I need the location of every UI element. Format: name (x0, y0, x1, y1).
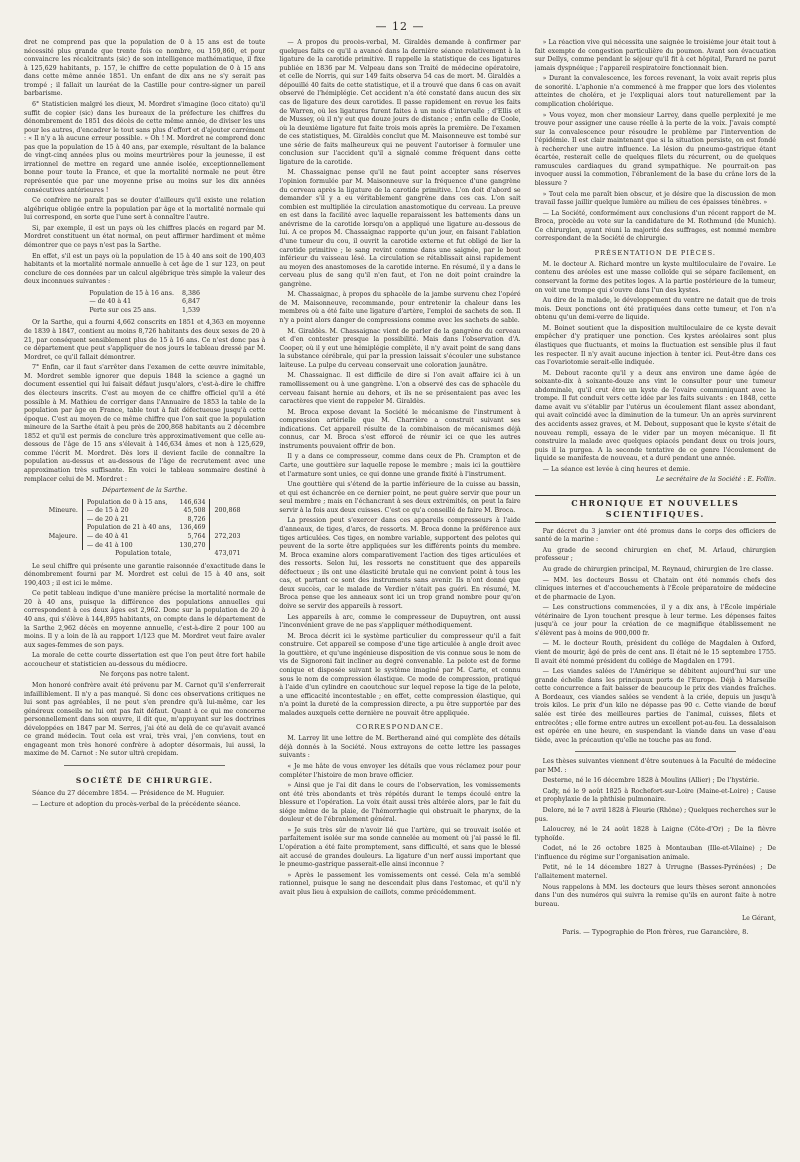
paragraph: « Je me hâte de vous envoyer les détails que vous réclamez pour pour compléter l'histoire de mon brave officier. (279, 762, 521, 779)
table-cell-value: 136,469 (179, 524, 206, 532)
table-cell-value: 146,634 (179, 498, 206, 506)
paragraph: Le seul chiffre qui présente une garantie raisonnée d'exactitude dans le dénombrement fourni par M. Mordret est celui de 15 à 40 ans, soit 190,403 ; il est ici le même. (24, 562, 266, 587)
imprint-line: Paris. — Typographie de Plon frères, rue Garancière, 8. (562, 927, 749, 936)
table-row (45, 524, 245, 533)
paragraph: — Les constructions commencées, il y a dix ans, à l'École impériale vétérinaire de Lyon touchent presque à leur terme. Les dépenses faites jusqu'à ce jour pour la création de ce magnifique établissement ne s'élèvent pas à moins de 900,000 fr. (534, 604, 776, 637)
paragraph: Ce confrère ne paraît pas se douter d'ailleurs qu'il existe une relation algébrique obligée entre la population par âge et la mortalité normale qui lui correspond, en sorte que l'une sert à connaître l'autre. (24, 197, 266, 222)
table-row (45, 499, 245, 508)
paragraph: M. Chassaignac. Il est difficile de dire si l'on avait affaire ici à un ramollissement ou à une gangrène. L'on a observé des cas de sphacèle du cerveau faisant hernie au dehors, et ils ne se présentaient pas avec les caractères que vient de rappeler M. Giraldès. (279, 372, 521, 406)
total-label: Population totale, (115, 550, 172, 558)
paragraph: Nous rappelons à MM. les docteurs que leurs thèses seront annoncées dans l'un des numéros qui suivra la remise qu'ils en auront faite à notre bureau. (534, 883, 776, 908)
paragraph: Les appareils à arc, comme le compresseur de Dupuytren, ont aussi l'inconvénient grave de ne pas s'appliquer méthodiquement. (279, 613, 521, 630)
column-2 (279, 39, 520, 1159)
section-title: CHRONIQUE ET NOUVELLES SCIENTIFIQUES. (535, 495, 776, 523)
gerant-label: Le Gérant, (741, 915, 776, 923)
paragraph: M. Larrey lit une lettre de M. Bertherand ainé qui complète des détails déjà donnés à la Société. Nous extrayons de cette lettre les passages suivants : (279, 735, 521, 760)
table-cell-label: Population de 0 à 15 ans, (82, 499, 175, 508)
table-cell-value: 5,764 (187, 532, 206, 540)
paragraph: Delore, né le 7 avril 1828 à Fleurie (Rhône) ; Quelques recherches sur le pus. (534, 807, 776, 823)
table-cell-value: 6,847 (181, 298, 200, 306)
paragraph: Il y a dans ce compresseur, comme dans ceux de Ph. Crampton et de Carte, une gouttière sur laquelle repose le membre ; mais ici la gouttière et l'armature sont unies, ce qui donne une grande fixité à l'instrument. (279, 453, 521, 478)
paragraph: La morale de cette courte dissertation est que l'on peut être fort habile accoucheur et statisticien au-dessous du médiocre. (24, 652, 266, 668)
paragraph: » Durant la convalescence, les forces revenant, la voix avait repris plus de sonorité. L'aphonie n'a commencé à me frapper que lors des violentes atteintes de choléra, et je l'expliquai alors tout naturellement par la complication cholérique. (534, 75, 776, 108)
paragraph: Une gouttière qui s'étend de la partie inférieure de la cuisse au bassin, et qui est échancrée en ce dernier point, ne peut guère servir que pour un seul membre ; mais en l'échancrant à ses deux extrémités, on peut la faire servir à la fois aux deux cuisses. C'est ce qu'a conseillé de faire M. Broca. (279, 481, 521, 514)
page-number: — 12 — (375, 20, 425, 33)
paragraph: » Je suis très sûr de n'avoir lié que l'artère, qui se trouvait isolée et parfaitement isolée sur ma sonde cannelée au moment où j'ai passé le fil. L'opération a été faite promptement, sans difficulté, et sans que le blessé ait accusé de grandes douleurs. La ligature d'un nerf aussi important que le pneumo-gastrique passerait-elle ainsi inconnue ? (279, 826, 521, 869)
table-cell-label: Population de 15 à 16 ans. (89, 289, 174, 297)
section-title: CORRESPONDANCE. (355, 723, 445, 732)
paragraph: — Lecture et adoption du procès-verbal de la précédente séance. (32, 800, 241, 808)
paragraph: — La séance est levée à cinq heures et demie. (542, 465, 691, 473)
table-row (85, 298, 204, 307)
paragraph: Desterne, né le 16 décembre 1828 à Moulins (Allier) ; De l'hystérie. (542, 777, 760, 785)
group-total-major: 272,203 (210, 524, 245, 550)
paragraph: » Après le passement les vomissements ont cessé. Cela m'a semblé rationnel, puisque le sang ne descendait plus dans l'estomac, et qu'il n'y avait plus lieu à expulsion de caillots, comme précédemment. (279, 871, 521, 896)
group-label-major: Majeure. (48, 532, 78, 540)
paragraph: Au grade de chirurgien principal, M. Reynaud, chirurgien de 1re classe. (542, 565, 774, 573)
paragraph: Par décret du 3 janvier ont été promus dans le corps des officiers de santé de la marine : (534, 527, 776, 544)
paragraph: Codet, né le 26 octobre 1825 à Montauban (Ille-et-Vilaine) ; De l'influence du régime sur l'organisation animale. (534, 845, 776, 861)
paragraph: M. le docteur A. Richard montre un kyste multiloculaire de l'ovaire. Le contenu des aréoles est une masse colloïde qui se sépare facilement, en conservant la forme des petites loges. A la partie postérieure de la tumeur, on voit une trompe qui s'ouvre dans l'un des kystes. (534, 260, 776, 294)
paragraph: Au grade de second chirurgien en chef, M. Arlaud, chirurgien professeur ; (534, 546, 776, 563)
paragraph: 6° Statisticien malgré les dieux, M. Mordret s'imagine (loco citato) qu'il suffit de copier (sic) dans les bureaux de la préfecture les chiffres du dénombrement de 1851 des décès de cette même année, de diviser les uns pour les autres, d'encadrer le tout sans plus d'effort et d'ajouter carrément : « Il n'y a là aucune erreur possible. » Oh ! M. Mordret ne comprend donc pas que la population de 15 à 40 ans, par exemple, résultant de la balance de vingt-cinq années plus ou moins meurtrières pour la jeunesse, il est irrationnel de mettre en regard une année isolée, exceptionnellement bonne pour toute la France, et que la mortalité normale ne peut être représentée que par une moyenne prise au moins sur les dix années consécutives antérieures ! (24, 100, 266, 194)
paragraph: Au dire de la malade, le développement du ventre ne datait que de trois mois. Deux ponctions ont été pratiquées dans cette tumeur, et l'on n'a obtenu qu'un demi-verre de liquide. (534, 297, 776, 322)
table-cell-label: — de 41 à 100 (82, 542, 175, 551)
table-cell-value: 1,539 (181, 306, 200, 314)
table-cell-value: 8,386 (181, 289, 200, 297)
column-1 (24, 39, 265, 1159)
paragraph: — Les viandes salées de l'Amérique se débitent aujourd'hui sur une grande échelle dans les principaux ports de l'Europe. Déjà à Marseille cette concurrence a fait baisser de beaucoup le prix des viandes fraîches. A Bordeaux, ces viandes salées se vendent à la criée, depuis un jusqu'à trois kilos. Le prix d'un kilo ne dépasse pas 90 c. Cette viande de bœuf salée est tirée des meilleures parties de l'animal, cuisses, filets et entrecôtes ; elle forme entre autres un excellent pot-au-feu. La dessalaison est opérée en une heure, en suspendant la viande dans un vase d'eau tiède, avec la précaution qu'elle ne touche pas au fond. (534, 668, 776, 744)
paragraph: Séance du 27 décembre 1854. — Présidence de M. Huguier. (32, 790, 225, 798)
paragraph: » Vous voyez, mon cher monsieur Larrey, dans quelle perplexité je me trouve pour assigner une cause réelle à la perte de la voix. J'avais compté sur la convalescence pour résoudre le problème par l'intervention de l'épidémie. Il est clair maintenant que si la situation persiste, on est fondé à rechercher une autre influence. La lésion du pneumo-gastrique étant écartée, resterait celle de quelques filets du récurrent, ou de quelques ramuscules cardiaques du grand sympathique. Ne pourrait-on pas invoquer aussi la commotion, l'ébranlement de la base du crâne lors de la blessure ? (534, 111, 776, 187)
column-3 (535, 39, 776, 1159)
paragraph: Ne forçons pas notre talent. (99, 671, 190, 679)
table-cell-label: — de 40 à 41 (82, 533, 175, 542)
paragraph: M. Debout raconte qu'il y a deux ans environ une dame âgée de soixante-dix à soixante-douze ans vint le consulter pour une tumeur abdominale, qu'il crut être un kyste de l'ovaire communiquant avec la trompe. Il fut conduit vers cette idée par les faits suivants : en 1848, cette dame avait vu s'établir par l'utérus un écoulement filant assez abondant, qui avait coïncidé avec la diminution de la tumeur. Un an après survinrent des accidents assez graves, et M. Debout, supposant que le kyste s'était de nouveau rempli, essaya de le vider par un moyen mécanique. Il fit construire la malade avec quelques opiacés pendant deux ou trois jours, puis il la purgea. A la seconde tentative de ce genre l'écoulement de liquide se manifesta de nouveau, et a duré pendant une année. (534, 369, 776, 463)
paragraph: M. Boinet soutient que la disposition multiloculaire de ce kyste devait empêcher d'y pratiquer une ponction. Ces kystes aréolaires sont plus élastiques que fluctuants, et moins la fluctuation est sensible plus il faut les respecter. Il n'y avait aucune injection à tenter ici. Peut-être dans ces cas l'ovariotomie serait-elle indiquée. (534, 324, 776, 367)
section-title: SOCIÉTÉ DE CHIRURGIE. (75, 776, 214, 785)
paragraph: M. Broca décrit ici le système particulier du compresseur qu'il a fait construire. Cet appareil se compose d'une tige articulée à angle droit avec la gouttière, et qu'une ingénieuse disposition de vis connue sous le nom de vis de Signoroni fait incliner au degré convenable. La pelote est de forme conique et disposée suivant le système imaginé par M. Carte, et connu sous le nom de compression élastique. Ce mode de compression, pratiqué à l'aide d'un cylindre en caoutchouc sur lequel repose la tige de la pelote, a une efficacité incontestable ; en effet, cette compression élastique, qui n'a point la dureté de la compression directe, a pu être supportée par des malades auxquels cette dernière ne pouvait être appliquée. (279, 632, 521, 717)
table-cell-label: Perte sur ces 25 ans. (89, 306, 157, 314)
table-row (85, 290, 204, 299)
table-row-total (45, 550, 245, 559)
paragraph: Laloucrey, né le 24 août 1828 à Laigne (Côte-d'Or) ; De la fièvre typhoïde. (534, 826, 776, 842)
signature: Le secrétaire de la Société : E. Follin. (656, 476, 776, 484)
total-value: 473,071 (214, 550, 241, 558)
paragraph: M. Giraldès. M. Chassaignac vient de parler de la gangrène du cerveau et d'en contester presque la possibilité. Mais dans l'observation d'A. Cooper, où il y eut une hémiplégie complète, il n'y avait point de sang dans la substance cérébrale, qui par la pression laissait s'écouler une substance laiteuse. La pulpe du cerveau conservait une coloration jaunâtre. (279, 327, 521, 369)
paragraph: Ce petit tableau indique d'une manière précise la mortalité normale de 20 à 40 ans, puisque la différence des populations annuelles qui correspondent à ces deux âges est 2,962. Donc sur la population de 20 à 40 ans, qui s'élève à 144,895 habitants, on compte dans le département de la Sarthe 2,962 décès en moyenne annuelle, c'est-à-dire 2 pour 100 au moins. Il y a loin de là au rapport 1/123 que M. Mordret veut faire avaler aux sages-femmes de son pays. (24, 590, 266, 649)
table-cell-value: 45,508 (183, 507, 206, 515)
paragraph: En effet, s'il est un pays où la population de 15 à 40 ans soit de 190,403 habitants et la mortalité normale annuelle à cet âge de 1 sur 123, on peut conclure de ces données par un calcul algébrique très simple la valeur des deux inconnues suivantes : (24, 252, 266, 286)
table-cell-label: — de 20 à 21 (82, 516, 175, 525)
paragraph: dret ne comprend pas que la population de 0 à 15 ans est de toute nécessité plus grande que trente fois ce nombre, ou 159,860, et pour convaincre les récalcitrants (sic) de son intelligence mathématique, il fixe à 125,629 habitants, p. 157, le chiffre de cette population de 0 à 15 ans dans cette même année 1851. Un enfant de dix ans ne s'y serait pas trompé ; il fallait un lauréat de la Castille pour contre-signer un pareil barbarisme. (24, 39, 266, 98)
table-cell-label: Population de 21 à 40 ans, (82, 524, 175, 533)
paragraph: — MM. les docteurs Bossu et Chatain ont été nommés chefs des cliniques internes et d'accouchements à l'École préparatoire de médecine et de pharmacie de Lyon. (534, 576, 776, 601)
table-title: Département de la Sarthe. (102, 487, 188, 495)
table-cell-value: 8,726 (187, 515, 206, 523)
paragraph: La pression peut s'exercer dans ces appareils compresseurs à l'aide d'anneaux, de tiges, d'arcs, de ressorts. M. Broca donne la préférence aux tiges articulées. Ces tiges, en nombre variable, supportent des pelotes qui peuvent de la sorte être appliquées sur les différents points du membre. M. Broca examine alors comparativement l'action des tiges articulées et des ressorts. Selon lui, les ressorts ne constituent que des appareils défectueux ; ils ont une élasticité brutale qui ne convient point à tous les cas, et partant ce sont des instruments sans avenir. Ils n'ont donné que deux succès, car le malade de Verdier n'était pas guéri. En résumé, M. Broca pense que les anneaux sont ici un trop grand nombre pour qu'on doive se servir des appareils à ressort. (279, 517, 521, 610)
paragraph: — La Société, conformément aux conclusions d'un récent rapport de M. Broca, procède au vote sur la candidature de M. Rothmund (de Munich). Ce chirurgien, ayant réuni la majorité des suffrages, est nommé membre correspondant de la Société de chirurgie. (534, 209, 776, 243)
paragraph: M. Chassaignac pense qu'il ne faut point accepter sans réserves l'opinion formulée par M. Maisonneuve sur la fréquence d'une gangrène du cerveau après la ligature de la carotide primitive. L'on doit d'abord se demander s'il y a eu véritablement gangrène dans ces cas. L'on sait combien est multipliée la circulation anastomotique du cerveau. La preuve en est dans la facilité avec laquelle reparaissent les battements dans un anévrisme de la carotide lorsqu'on a appliqué une ligature au-dessous de lui. A ce propos M. Chassaignac rapporte qu'un jour, en faisant l'ablation d'une tumeur du cou, il ouvrit la carotide externe et fut obligé de lier la carotide primitive ; le sang revint comme dans une saignée, par le bout inférieur du vaisseau lésé. La circulation se rétablissait ainsi rapidement au moyen des anastomoses de la carotide interne. En résumé, il y a dans le cerveau plus de sang qu'il n'en faut, et l'on ne doit point craindre la gangrène. (279, 169, 521, 288)
paragraph: — A propos du procès-verbal, M. Giraldès demande à confirmer par quelques faits ce qu'il a avancé dans la dernière séance relativement à la ligature de la carotide primitive. Il rappelle la statistique de ces ligatures publiée en 1836 par M. Velpeau dans son Traité de médecine opératoire, et celle de Norris, qui sur 149 faits observa 54 cas de mort. M. Giraldès a dépouillé 40 faits de cette statistique, et il a trouvé que dans 6 cas on avait observé de l'hémiplégie. Cet accident n'a été constaté dans aucun des six cas de ligature des deux carotides. Il passe rapidement en revue les faits de Warren, où les ligatures furent faites à un mois d'intervalle ; d'Ellis et de Mussey, où il n'y eut que douze jours de distance ; enfin celle de Coole, où la deuxième ligature fut faite trois mois après la première. De l'examen de ces statistiques, M. Giraldès conclut que M. Maisonneuve est tombé sur une série de faits malheureux qui ne peuvent l'autoriser à formuler une conclusion sur l'accident qu'il a signalé comme fréquent dans cette ligature de la carotide. (279, 39, 521, 166)
paragraph: » La réaction vive qui nécessita une saignée le troisième jour était tout à fait exempte de congestion particulière du poumon. Avant son évacuation sur Dellys, comme pendant le séjour qu'il fit à cet hôpital, Parard ne parut jamais dyspnéique ; l'appareil respiratoire fonctionnait bien. (534, 39, 776, 72)
columns (24, 39, 776, 1159)
paragraph: M. Chassaignac, à propos du sphacèle de la jambe survenu chez l'opéré de M. Maisonneuve, recommande, pour entretenir la chaleur dans les membres où a été faite une ligature d'artère, l'emploi de sachets de son. Il n'y a point alors danger de compressions comme avec les sachets de sable. (279, 291, 521, 324)
table-cell-label: — de 40 à 41 (89, 298, 132, 306)
paragraph: 7° Enfin, car il faut s'arrêter dans l'examen de cette œuvre inimitable, M. Mordret semble ignorer que depuis 1848 la science a gagné un document essentiel qui lui faisait défaut jusqu'alors, c'est-à-dire le chiffre des électeurs inscrits. C'est au moyen de ce chiffre officiel qu'il a été possible à M. Mathieu de corriger dans l'Annuaire de 1853 la table de la population par âge en France, table tout à fait défectueuse jusqu'à cette époque. C'est au moyen de ce même chiffre que l'on sait que la population mineure de la Sarthe était à peu près de 200,868 habitants au 2 décembre 1852 et qu'il est permis de conclure très approximativement que celle au-dessous de l'âge de 15 ans s'élevait à 146,634 âmes et non à 125,629, comme l'écrit M. Mordret. Dès lors il devient facile de connaître la population au-dessus et au-dessous de l'âge de recrutement avec une approximation très suffisante. En voici le tableau sommaire destiné à remplacer celui de M. Mordret : (24, 364, 266, 483)
paragraph: — M. le docteur Routh, président du collége de Magdalen à Oxford, vient de mourir, âgé de près de cent ans. Il était né le 15 septembre 1755. Il avait été nommé président du collége de Magdalen en 1791. (534, 640, 776, 665)
group-total-minor: 200,868 (210, 499, 245, 525)
divider (64, 765, 225, 766)
paragraph: Or la Sarthe, qui a fourni 4,662 conscrits en 1851 et 4,363 en moyenne de 1839 à 1847, contient au moins 8,726 habitants des deux sexes de 20 à 21, par conséquent sensiblement plus de 15 à 16 ans. Ce n'est donc pas à ce département que peut s'appliquer de nos jours le tableau dressé par M. Mordret, ce qu'il fallait démontrer. (24, 319, 266, 361)
paragraph: Si, par exemple, il est un pays où les chiffres placés en regard par M. Mordret constituent un état normal, on peut affirmer hardiment et même démontrer que ce pays n'est pas la Sarthe. (24, 224, 266, 249)
section-title: PRÉSENTATION DE PIÈCES. (594, 248, 716, 257)
paragraph: M. Broca expose devant la Société le mécanisme de l'instrument à compression artérielle que M. Charrière a construit suivant ses indications. Cet appareil résulte de la combinaison de mécanismes déjà connus, car M. Broca s'est efforcé de réunir ici ce que les autres instruments pouvaient offrir de bon. (279, 408, 521, 450)
paragraph: Mon honoré confrère avait été prévenu par M. Carnot qu'il s'enferrerait infailliblement. Il n'y a pas manqué. Si donc ces observations critiques ne lui sont pas agréables, il ne peut s'en prendre qu'à lui-même, car les généreux conseils ne lui ont pas fait défaut. Quant à ce qui me concerne personnellement dans son œuvre, il dit que, m'appuyant sur les doctrines développées en 1847 par M. Serres, j'ai été au delà de ce qu'avait avancé ce grand médecin. Tout cela est vrai, très vrai, j'en conviens, tout en engageant mon très honoré confrère à adopter désormais, lui aussi, la maxime de M. Carnot : Ne sutor ultrà crepidam. (24, 681, 266, 758)
paragraph: » Tout cela me paraît bien obscur, et je désire que la discussion de mon travail fasse jaillir quelque lumière au milieu de ces épaisses ténèbres. » (534, 190, 776, 207)
group-label-minor: Mineure. (48, 507, 78, 515)
population-table-2 (45, 499, 245, 559)
population-table-1 (85, 290, 204, 316)
paragraph: Cady, né le 9 août 1825 à Rochefort-sur-Loire (Maine-et-Loire) ; Cause et prophylaxie de la phthisie pulmonaire. (534, 787, 776, 804)
table-row (85, 307, 204, 316)
divider (575, 751, 736, 752)
table-cell-label: — de 15 à 20 (82, 507, 175, 516)
paragraph: Petit, né le 14 décembre 1827 à Urrugne (Basses-Pyrénées) ; De l'allaitement maternel. (534, 864, 776, 880)
paragraph: Les thèses suivantes viennent d'être soutenues à la Faculté de médecine par MM. : (534, 758, 776, 774)
table-cell-value: 130,270 (179, 541, 206, 549)
paragraph: » Ainsi que je l'ai dit dans le cours de l'observation, les vomissements ont été très abondants et très répétés durant le temps écoulé entre la blessure et l'opération. La voix était aussi très altérée alors, par le fait du siége même de la plaie, de l'hémorrhagie qui obstruait le pharynx, de la douleur et de l'ébranlement général. (279, 782, 521, 824)
